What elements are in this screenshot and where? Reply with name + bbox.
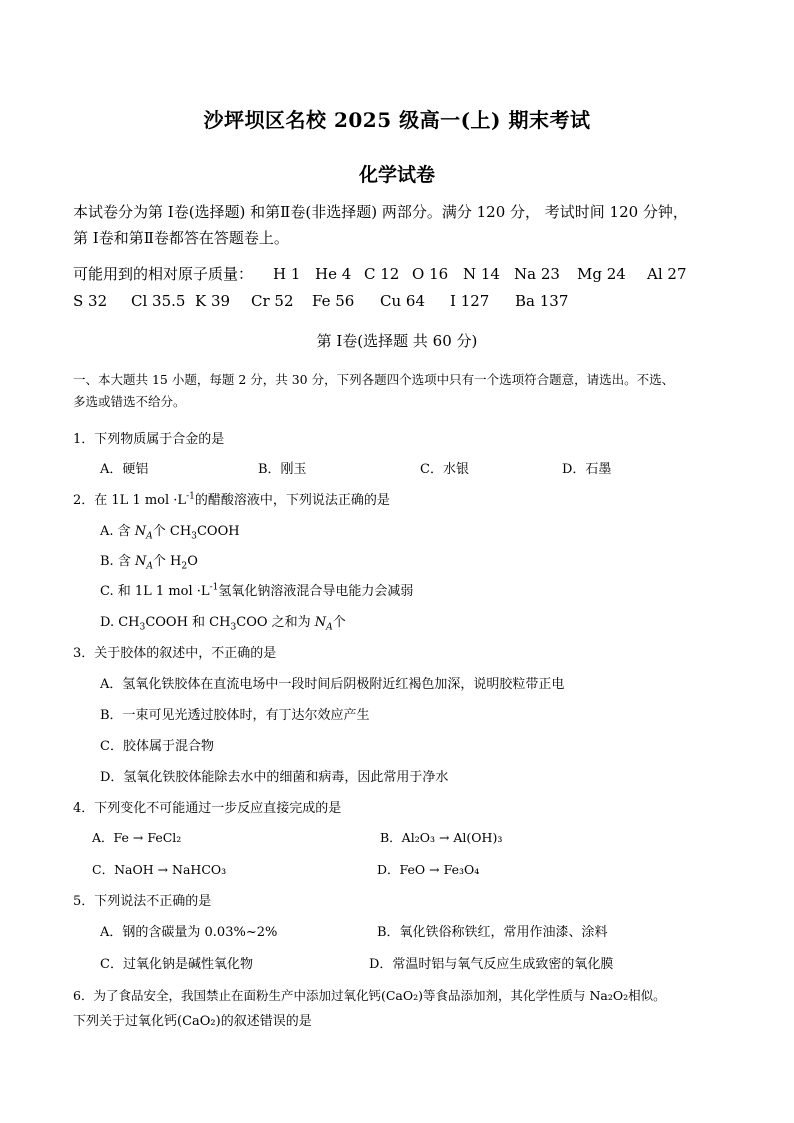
option-text: COO 之和为	[236, 615, 315, 630]
question-2-option-c	[100, 580, 413, 599]
page-subtitle: 化学试卷	[358, 164, 435, 186]
question-5-stem: 5．下列说法不正确的是	[73, 894, 212, 909]
option-text: C. 和 1L 1 mol ·L	[100, 584, 210, 599]
formula-subscript: 2	[181, 561, 188, 572]
question-2-option-b	[100, 550, 198, 572]
option-text: D. CH	[100, 615, 140, 630]
atomic-mass-item: K 39	[195, 292, 231, 310]
page-title: 沙坪坝区名校 2025 级高一(上) 期末考试	[203, 108, 591, 132]
question-5-option-a: A．钢的含碳量为 0.03%~2%	[100, 925, 278, 940]
atomic-mass-item: N 14	[463, 265, 500, 283]
atomic-mass-row-2	[73, 292, 568, 310]
question-4-option-a: A．Fe → FeCl₂	[92, 830, 182, 845]
question-6-stem-2: 下列关于过氧化钙(CaO₂)的叙述错误的是	[73, 1014, 312, 1029]
question-3-option-b: B．一束可见光透过胶体时，有丁达尔效应产生	[100, 708, 370, 723]
section-instructions-1: 一、本大题共 15 小题，每题 2 分，共 30 分，下列各题四个选项中只有一个选项符合题意，请选出。不选、	[73, 372, 675, 387]
avogadro-subscript: A	[146, 561, 153, 572]
option-text: 个 CH	[152, 524, 192, 539]
option-text: COOH	[196, 524, 240, 539]
question-1-option-c: C．水银	[420, 462, 469, 477]
question-4-stem: 4．下列变化不可能通过一步反应直接完成的是	[73, 801, 342, 816]
question-2-stem-text: 的醋酸溶液中，下列说法正确的是	[194, 493, 390, 508]
atomic-mass-item: S 32	[73, 292, 108, 310]
avogadro-symbol: N	[134, 524, 147, 539]
atomic-mass-item: Mg 24	[577, 265, 626, 283]
formula-subscript: 3	[139, 622, 146, 633]
atomic-mass-item: Fe 56	[312, 292, 355, 310]
atomic-mass-item: Cl 35.5	[131, 292, 186, 310]
formula-subscript: 3	[230, 622, 237, 633]
atomic-mass-item: Cu 64	[380, 292, 425, 310]
atomic-mass-row-1	[73, 263, 687, 284]
option-text: 氢氧化钠溶液混合导电能力会减弱	[218, 584, 414, 599]
section-instructions-2: 多选或错选不给分。	[73, 394, 186, 409]
question-3-option-a: A．氢氧化铁胶体在直流电场中一段时间后阴极附近红褐色加深，说明胶粒带正电	[100, 677, 565, 692]
atomic-mass-item: I 127	[450, 292, 490, 310]
question-3-stem: 3．关于胶体的叙述中，不正确的是	[73, 646, 277, 661]
question-1-stem: 1．下列物质属于合金的是	[73, 432, 225, 447]
question-4-option-c: C．NaOH → NaHCO₃	[92, 862, 227, 877]
atomic-mass-item: Cr 52	[251, 292, 294, 310]
question-3-option-d: D．氢氧化铁胶体能除去水中的细菌和病毒，因此常用于净水	[100, 770, 449, 785]
section-heading: 第 Ⅰ卷(选择题 共 60 分)	[316, 332, 478, 350]
avogadro-symbol: N	[134, 554, 147, 569]
question-2-stem-text: 2．在 1L 1 mol ·L	[73, 493, 187, 508]
atomic-mass-item: C 12	[364, 265, 400, 283]
intro-line-2: 第 Ⅰ卷和第Ⅱ卷都答在答题卷上。	[73, 229, 289, 247]
question-5-option-d: D．常温时铝与氧气反应生成致密的氧化膜	[369, 957, 614, 972]
question-3-option-c: C．胶体属于混合物	[100, 739, 214, 754]
question-5-option-c: C．过氧化钠是碱性氧化物	[100, 957, 253, 972]
question-4-option-d: D．FeO → Fe₃O₄	[377, 862, 480, 877]
question-1-option-d: D．石墨	[562, 462, 612, 477]
question-2-stem-superscript: -1	[186, 491, 195, 502]
avogadro-subscript: A	[146, 531, 153, 542]
option-text: O	[187, 554, 198, 569]
atomic-mass-item: H 1	[273, 265, 301, 283]
option-text: 个 H	[152, 554, 182, 569]
atomic-mass-item: Ba 137	[515, 292, 569, 310]
avogadro-subscript: A	[326, 622, 333, 633]
question-6-stem-1: 6．为了食品安全，我国禁止在面粉生产中添加过氧化钙(CaO₂)等食品添加剂，其化学性质与 Na₂O₂相似。	[73, 988, 666, 1003]
question-2-option-a	[100, 520, 240, 542]
atomic-mass-item: O 16	[412, 265, 449, 283]
question-2-option-d	[100, 611, 346, 633]
intro-line-1: 本试卷分为第 Ⅰ卷(选择题) 和第Ⅱ卷(非选择题) 两部分。满分 120 分， 考试时间 120 分钟，	[73, 203, 688, 221]
question-4-option-b: B．Al₂O₃ → Al(OH)₃	[380, 830, 503, 845]
question-5-option-b: B．氧化铁俗称铁红，常用作油漆、涂料	[377, 925, 608, 940]
question-1-option-b: B．刚玉	[258, 462, 307, 477]
atomic-mass-item: Na 23	[514, 265, 560, 283]
option-text: COOH 和 CH	[145, 615, 231, 630]
option-text: A. 含	[100, 524, 135, 539]
atomic-mass-item: He 4	[315, 265, 352, 283]
atomic-mass-label: 可能用到的相对原子质量：	[73, 265, 254, 283]
option-text: B. 含	[100, 554, 135, 569]
avogadro-symbol: N	[314, 615, 327, 630]
atomic-mass-item: Al 27	[647, 265, 687, 283]
formula-subscript: 3	[191, 531, 197, 542]
option-text: 个	[332, 615, 346, 630]
question-2-stem	[73, 489, 390, 508]
question-1-option-a: A．硬铝	[100, 462, 149, 477]
formula-superscript: -1	[209, 582, 219, 593]
